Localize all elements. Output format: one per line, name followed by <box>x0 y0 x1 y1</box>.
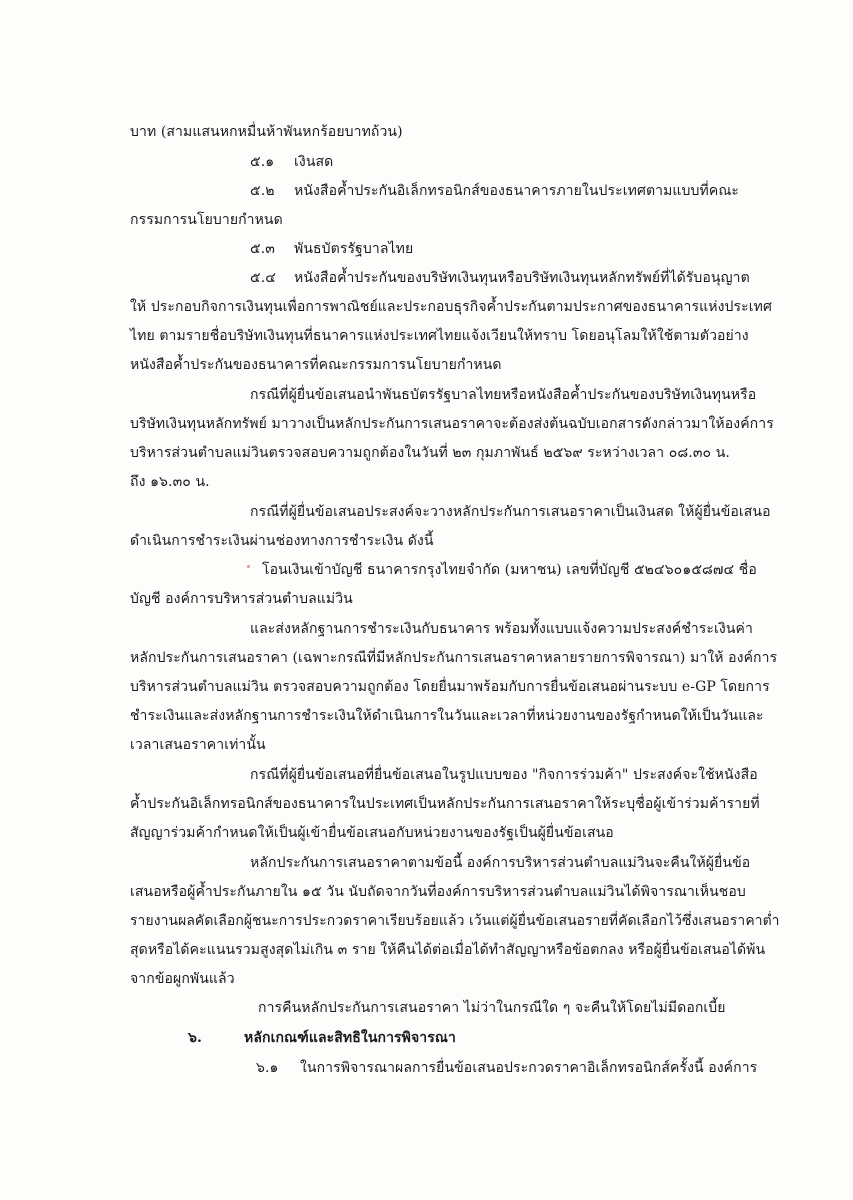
paragraph-start: กรณีที่ผู้ยื่นข้อเสนอประสงค์จะวางหลักประกันการเสนอราคาเป็นเงินสด ให้ผู้ยื่นข้อเสนอ <box>250 504 771 520</box>
text-line: บริหารส่วนตำบลแม่วินตรวจสอบความถูกต้องในวันที่ ๒๓ กุมภาพันธ์ ๒๕๖๙ ระหว่างเวลา ๐๘.๓๐ น. <box>130 445 730 461</box>
text-line: บาท (สามแสนหกหมื่นห้าพันหกร้อยบาทถ้วน) <box>130 124 403 140</box>
text-line: หลักประกันการเสนอราคา (เฉพาะกรณีที่มีหลักประกันการเสนอราคาหลายรายการพิจารณา) มาให้ องค์การ <box>130 650 778 666</box>
list-item-5-4 <box>250 268 750 288</box>
list-item-5-3 <box>250 239 413 259</box>
paragraph-start: กรณีที่ผู้ยื่นข้อเสนอที่ยื่นข้อเสนอในรูปแบบของ "กิจการร่วมค้า" ประสงค์จะใช้หนังสือ <box>250 767 758 783</box>
paragraph-start: และส่งหลักฐานการชำระเงินกับธนาคาร พร้อมทั้งแบบแจ้งความประสงค์ชำระเงินค่า <box>250 621 753 637</box>
item-number: ๕.๔ <box>250 270 276 286</box>
text-line: เวลาเสนอราคาเท่านั้น <box>130 737 266 753</box>
text-line: บัญชี องค์การบริหารส่วนตำบลแม่วิน <box>130 591 353 607</box>
scan-speck <box>247 565 250 568</box>
item-text: หนังสือค้ำประกันของบริษัทเงินทุนหรือบริษัทเงินทุนหลักทรัพย์ที่ได้รับอนุญาต <box>294 270 750 286</box>
section-title: หลักเกณฑ์และสิทธิในการพิจารณา <box>244 1030 456 1046</box>
item-text: เงินสด <box>294 154 334 170</box>
list-item-6-1 <box>256 1058 757 1078</box>
item-number: ๕.๒ <box>250 183 275 199</box>
text-line: ถึง ๑๖.๓๐ น. <box>130 474 210 490</box>
text-line: รายงานผลคัดเลือกผู้ชนะการประกวดราคาเรียบร้อยแล้ว เว้นแต่ผู้ยื่นข้อเสนอรายที่คัดเลือกไว้ซึ่งเสนอราคาต่ำ <box>130 913 780 929</box>
section-number: ๖. <box>188 1030 202 1046</box>
text-line: จากข้อผูกพันแล้ว <box>130 971 235 987</box>
item-number: ๕.๑ <box>250 154 275 170</box>
list-item-5-1 <box>250 152 333 172</box>
text-line: ไทย ตามรายชื่อบริษัทเงินทุนที่ธนาคารแห่งประเทศไทยแจ้งเวียนให้ทราบ โดยอนุโลมให้ใช้ตามตัวอย่าง <box>130 328 749 344</box>
text-line: บริหารส่วนตำบลแม่วิน ตรวจสอบความถูกต้อง โดยยื่นมาพร้อมกับการยื่นข้อเสนอผ่านระบบ e-GP โดยการ <box>130 679 770 695</box>
text-line: ดำเนินการชำระเงินผ่านช่องทางการชำระเงิน ดังนี้ <box>130 533 434 549</box>
paragraph-start: การคืนหลักประกันการเสนอราคา ไม่ว่าในกรณีใด ๆ จะคืนให้โดยไม่มีดอกเบี้ย <box>258 1000 726 1016</box>
text-line: บริษัทเงินทุนหลักทรัพย์ มาวางเป็นหลักประกันการเสนอราคาจะต้องส่งต้นฉบับเอกสารดังกล่าวมาให้องค์การ <box>130 416 774 432</box>
item-text: หนังสือค้ำประกันอิเล็กทรอนิกส์ของธนาคารภายในประเทศตามแบบที่คณะ <box>294 183 740 199</box>
text-line: สุดหรือได้คะแนนรวมสูงสุดไม่เกิน ๓ ราย ให้คืนได้ต่อเมื่อได้ทำสัญญาหรือข้อตกลง หรือผู้ยื่นข้อเสนอได้พ้น <box>130 942 766 958</box>
text-line: ค้ำประกันอิเล็กทรอนิกส์ของธนาคารในประเทศเป็นหลักประกันการเสนอราคาให้ระบุชื่อผู้เข้าร่วมค้ารายที่ <box>130 796 760 812</box>
list-item-5-2 <box>250 181 739 201</box>
item-number: ๕.๓ <box>250 241 275 257</box>
text-line: สัญญาร่วมค้ากำหนดให้เป็นผู้เข้ายื่นข้อเสนอกับหน่วยงานของรัฐเป็นผู้ยื่นข้อเสนอ <box>130 825 614 841</box>
paragraph-start: กรณีที่ผู้ยื่นข้อเสนอนำพันธบัตรรัฐบาลไทยหรือหนังสือค้ำประกันของบริษัทเงินทุนหรือ <box>250 387 757 403</box>
text-line: ให้ ประกอบกิจการเงินทุนเพื่อการพาณิชย์และประกอบธุรกิจค้ำประกันตามประกาศของธนาคารแห่งประเทศ <box>130 299 772 315</box>
section-heading-6 <box>188 1028 456 1048</box>
text-line: ชำระเงินและส่งหลักฐานการชำระเงินให้ดำเนินการในวันและเวลาที่หน่วยงานของรัฐกำหนดให้เป็นวันและ <box>130 708 764 724</box>
item-number: ๖.๑ <box>256 1060 279 1076</box>
text-line: หนังสือค้ำประกันของธนาคารที่คณะกรรมการนโยบายกำหนด <box>130 357 502 373</box>
text-line: เสนอหรือผู้ค้ำประกันภายใน ๑๕ วัน นับถัดจากวันที่องค์การบริหารส่วนตำบลแม่วินได้พิจารณาเห็นชอบ <box>130 884 746 900</box>
text-line: กรรมการนโยบายกำหนด <box>130 212 283 228</box>
item-text: ในการพิจารณาผลการยื่นข้อเสนอประกวดราคาอิเล็กทรอนิกส์ครั้งนี้ องค์การ <box>300 1060 758 1076</box>
item-text: พันธบัตรรัฐบาลไทย <box>294 241 414 257</box>
bank-account-line: โอนเงินเข้าบัญชี ธนาคารกรุงไทยจำกัด (มหาชน) เลขที่บัญชี ๕๒๔๖๐๑๕๘๗๔ ชื่อ <box>262 562 757 578</box>
paragraph-start: หลักประกันการเสนอราคาตามข้อนี้ องค์การบริหารส่วนตำบลแม่วินจะคืนให้ผู้ยื่นข้อ <box>250 855 751 871</box>
